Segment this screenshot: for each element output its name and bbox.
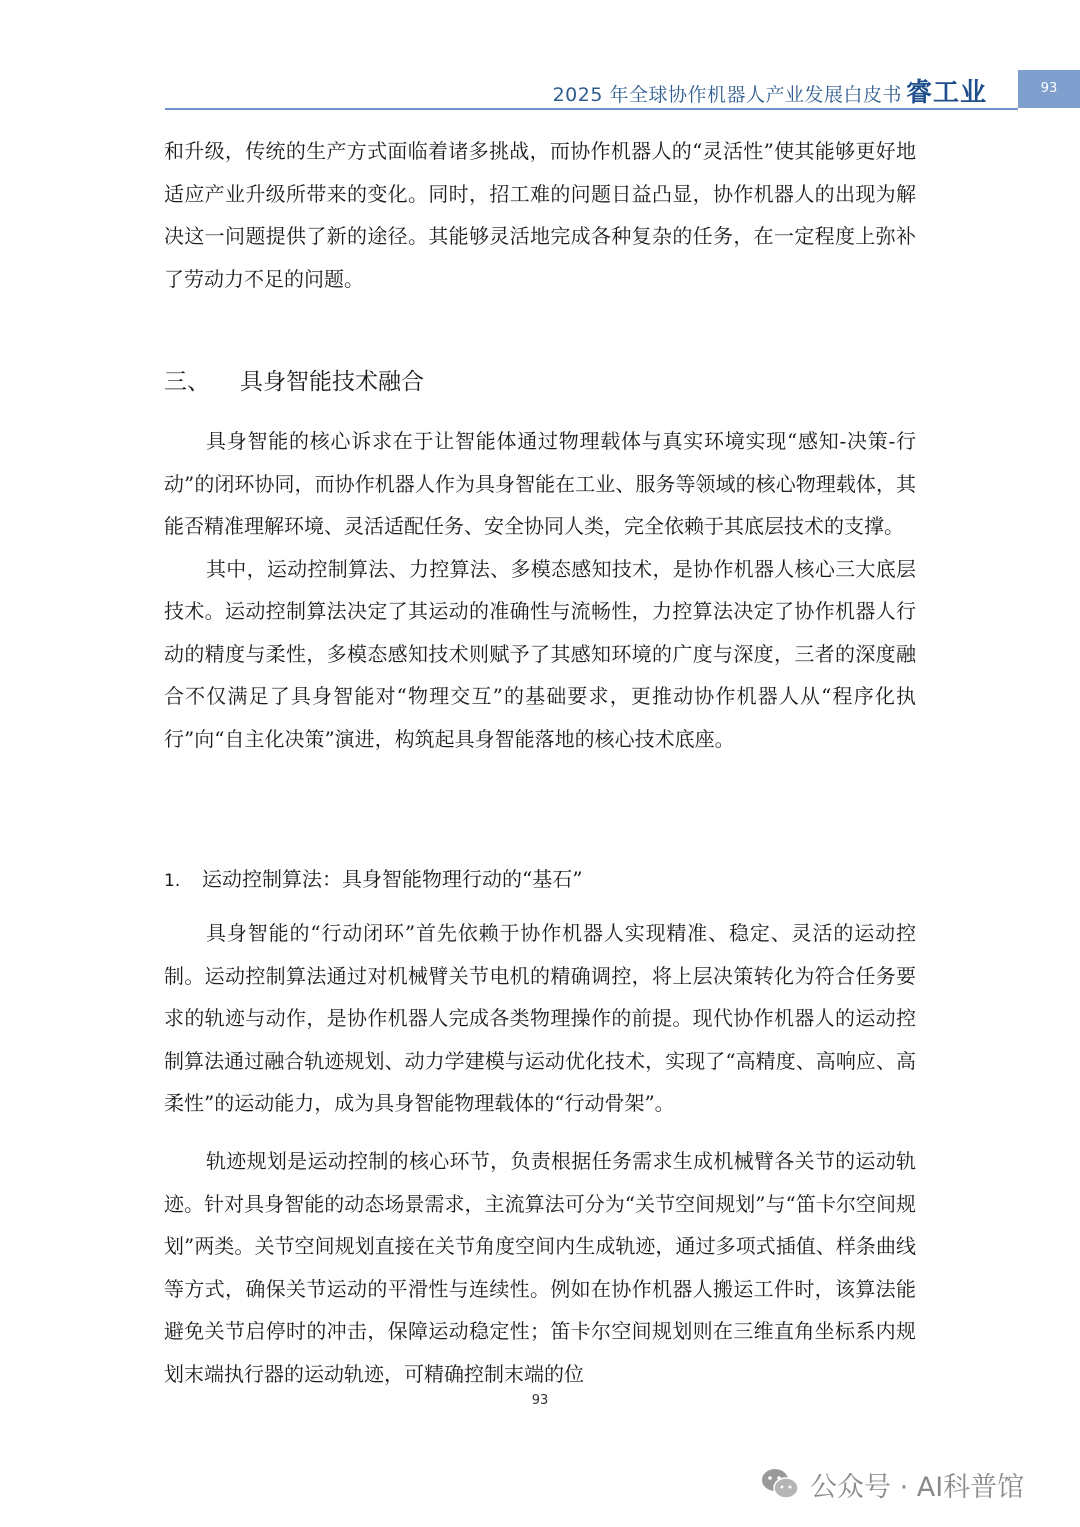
body-paragraph: 具身智能的核心诉求在于让智能体通过物理载体与真实环境实现“感知-决策-行动”的闭环协同，而协作机器人作为具身智能在工业、服务等领域的核心物理载体，其能否精准理解环境、灵活适配任务、安全协同人类，完全依赖于其底层技术的支撑。	[164, 429, 916, 538]
subsection-body	[164, 912, 916, 1125]
paragraph-continuation	[164, 130, 916, 300]
subsection-title: 运动控制算法：具身智能物理行动的“基石”	[202, 867, 583, 891]
subsection-heading	[164, 860, 582, 900]
body-paragraph: 具身智能的“行动闭环”首先依赖于协作机器人实现精准、稳定、灵活的运动控制。运动控制算法通过对机械臂关节电机的精确调控，将上层决策转化为符合任务要求的轨迹与动作，是协作机器人完成各类物理操作的前提。现代协作机器人的运动控制算法通过融合轨迹规划、动力学建模与运动优化技术，实现了“高精度、高响应、高柔性”的运动能力，成为具身智能物理载体的“行动骨架”。	[164, 921, 916, 1115]
section-number: 三、	[164, 369, 210, 395]
brand-logo: 睿工业	[906, 78, 988, 108]
body-paragraph: 轨迹规划是运动控制的核心环节，负责根据任务需求生成机械臂各关节的运动轨迹。针对具身智能的动态场景需求，主流算法可分为“关节空间规划”与“笛卡尔空间规划”两类。关节空间规划直接在关节角度空间内生成轨迹，通过多项式插值、样条曲线等方式，确保关节运动的平滑性与连续性。例如在协作机器人搬运工件时，该算法能避免关节启停时的冲击，保障运动稳定性；笛卡尔空间规划则在三维直角坐标系内规划末端执行器的运动轨迹，可精确控制末端的位	[164, 1149, 916, 1386]
body-paragraph: 其中，运动控制算法、力控算法、多模态感知技术，是协作机器人核心三大底层技术。运动控制算法决定了其运动的准确性与流畅性，力控算法决定了协作机器人行动的精度与柔性，多模态感知技术则赋予了其感知环境的广度与深度，三者的深度融合不仅满足了具身智能对“物理交互”的基础要求，更推动协作机器人从“程序化执行”向“自主化决策”演进，构筑起具身智能落地的核心技术底座。	[164, 556, 916, 751]
subsection-body-continued	[164, 1140, 916, 1395]
section-heading	[164, 362, 424, 402]
section-body	[164, 420, 916, 760]
document-title: 2025 年全球协作机器人产业发展白皮书	[552, 84, 902, 106]
section-title: 具身智能技术融合	[240, 369, 424, 395]
footer-page-number: 93	[531, 1393, 549, 1408]
watermark-text: 公众号 · AI科普馆	[810, 1471, 1025, 1503]
watermark	[760, 1462, 1024, 1506]
body-paragraph: 和升级，传统的生产方式面临着诸多挑战，而协作机器人的“灵活性”使其能够更好地适应产业升级所带来的变化。同时，招工难的问题日益凸显，协作机器人的出现为解决这一问题提供了新的途径。其能够灵活地完成各种复杂的任务，在一定程度上弥补了劳动力不足的问题。	[164, 139, 916, 291]
header-page-number: 93	[1018, 70, 1080, 108]
wechat-icon	[760, 1467, 800, 1501]
subsection-number: 1.	[164, 871, 181, 891]
header-divider	[165, 108, 1018, 110]
page-header	[0, 70, 1080, 110]
